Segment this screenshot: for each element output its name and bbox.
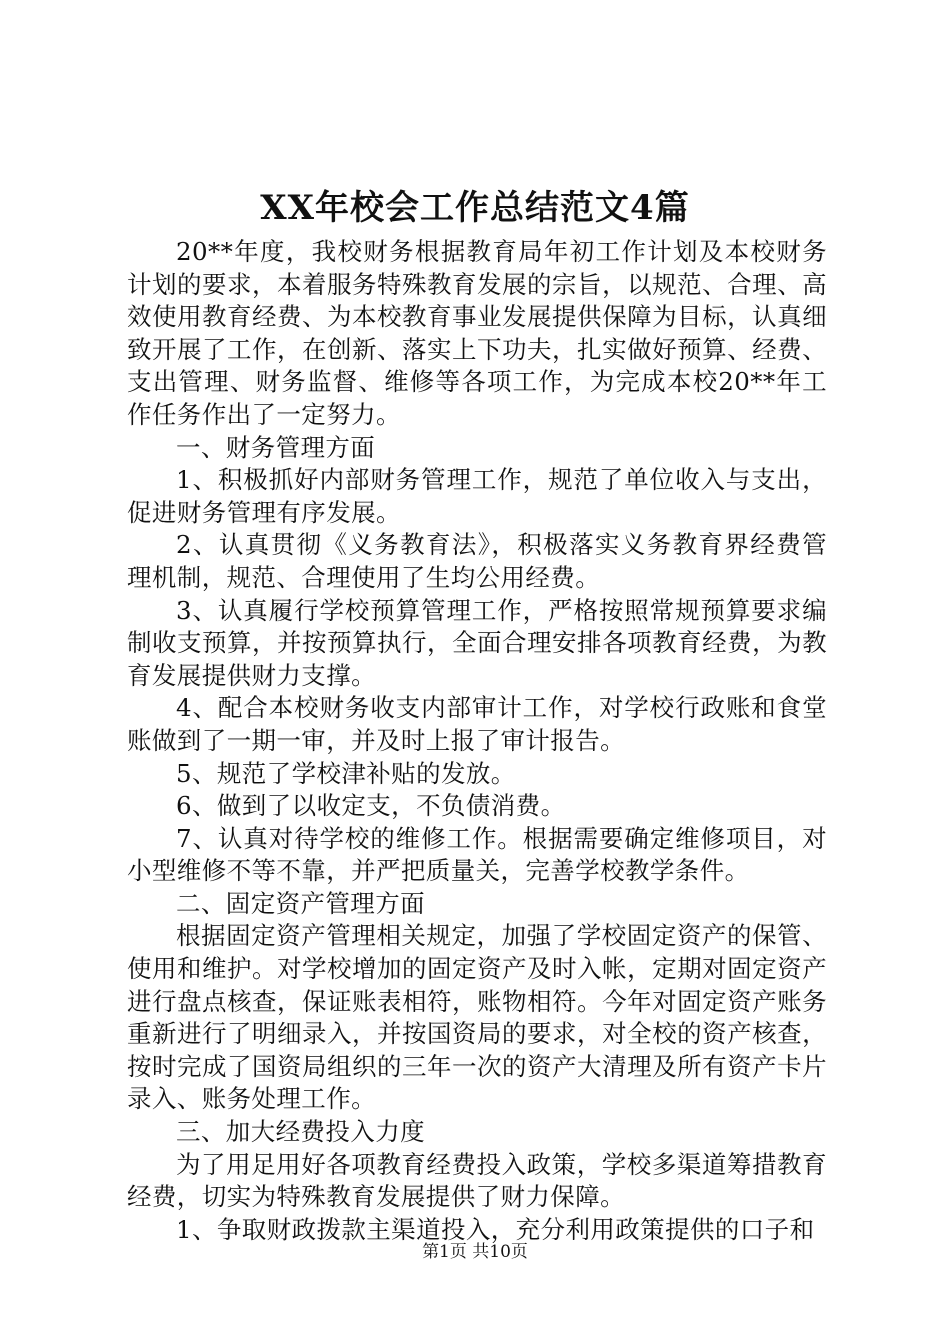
paragraph-item: 2、认真贯彻《义务教育法》，积极落实义务教育界经费管理机制，规范、合理使用了生均公用经费。	[127, 530, 827, 592]
document-body	[127, 236, 827, 1246]
paragraph-item: 5、规范了学校津补贴的发放。	[176, 758, 516, 788]
paragraph-item: 1、积极抓好内部财务管理工作，规范了单位收入与支出，促进财务管理有序发展。	[127, 465, 827, 527]
paragraph-funding: 为了用足用好各项教育经费投入政策，学校多渠道筹措教育经费，切实为特殊教育发展提供了财力保障。	[127, 1149, 827, 1212]
paragraph-fixed-assets: 根据固定资产管理相关规定，加强了学校固定资产的保管、使用和维护。对学校增加的固定资产及时入帐，定期对固定资产进行盘点核查，保证账表相符，账物相符。今年对固定资产账务重新进行了明细录入，并按国资局的要求，对全校的资产核查，按时完成了国资局组织的三年一次的资产大清理及所有资产卡片录入、账务处理工作。	[127, 921, 827, 1114]
paragraph-item: 1、争取财政拨款主渠道投入，充分利用政策提供的口子和	[176, 1214, 815, 1244]
section-heading-funding: 三、加大经费投入力度	[176, 1117, 425, 1147]
paragraph-item: 4、配合本校财务收支内部审计工作，对学校行政账和食堂账做到了一期一审，并及时上报了审计报告。	[127, 693, 827, 755]
page-number-footer: 第1页 共10页	[422, 1242, 528, 1262]
paragraph-intro: 20**年度，我校财务根据教育局年初工作计划及本校财务计划的要求，本着服务特殊教育发展的宗旨，以规范、合理、高效使用教育经费、为本校教育事业发展提供保障为目标，认真细致开展了工作，在创新、落实上下功夫，扎实做好预算、经费、支出管理、财务监督、维修等各项工作，为完成本校20**年工作任务作出了一定努力。	[127, 237, 827, 429]
section-heading-finance: 一、财务管理方面	[176, 432, 376, 462]
paragraph-item: 7、认真对待学校的维修工作。根据需要确定维修项目，对小型维修不等不靠，并严把质量关，完善学校教学条件。	[127, 823, 827, 886]
paragraph-item: 6、做到了以收定支，不负债消费。	[176, 791, 566, 821]
section-heading-fixed-assets: 二、固定资产管理方面	[176, 888, 425, 918]
paragraph-item: 3、认真履行学校预算管理工作，严格按照常规预算要求编制收支预算，并按预算执行，全面合理安排各项教育经费，为教育发展提供财力支撑。	[127, 595, 827, 690]
document-title: XX年校会工作总结范文4篇	[260, 188, 690, 228]
